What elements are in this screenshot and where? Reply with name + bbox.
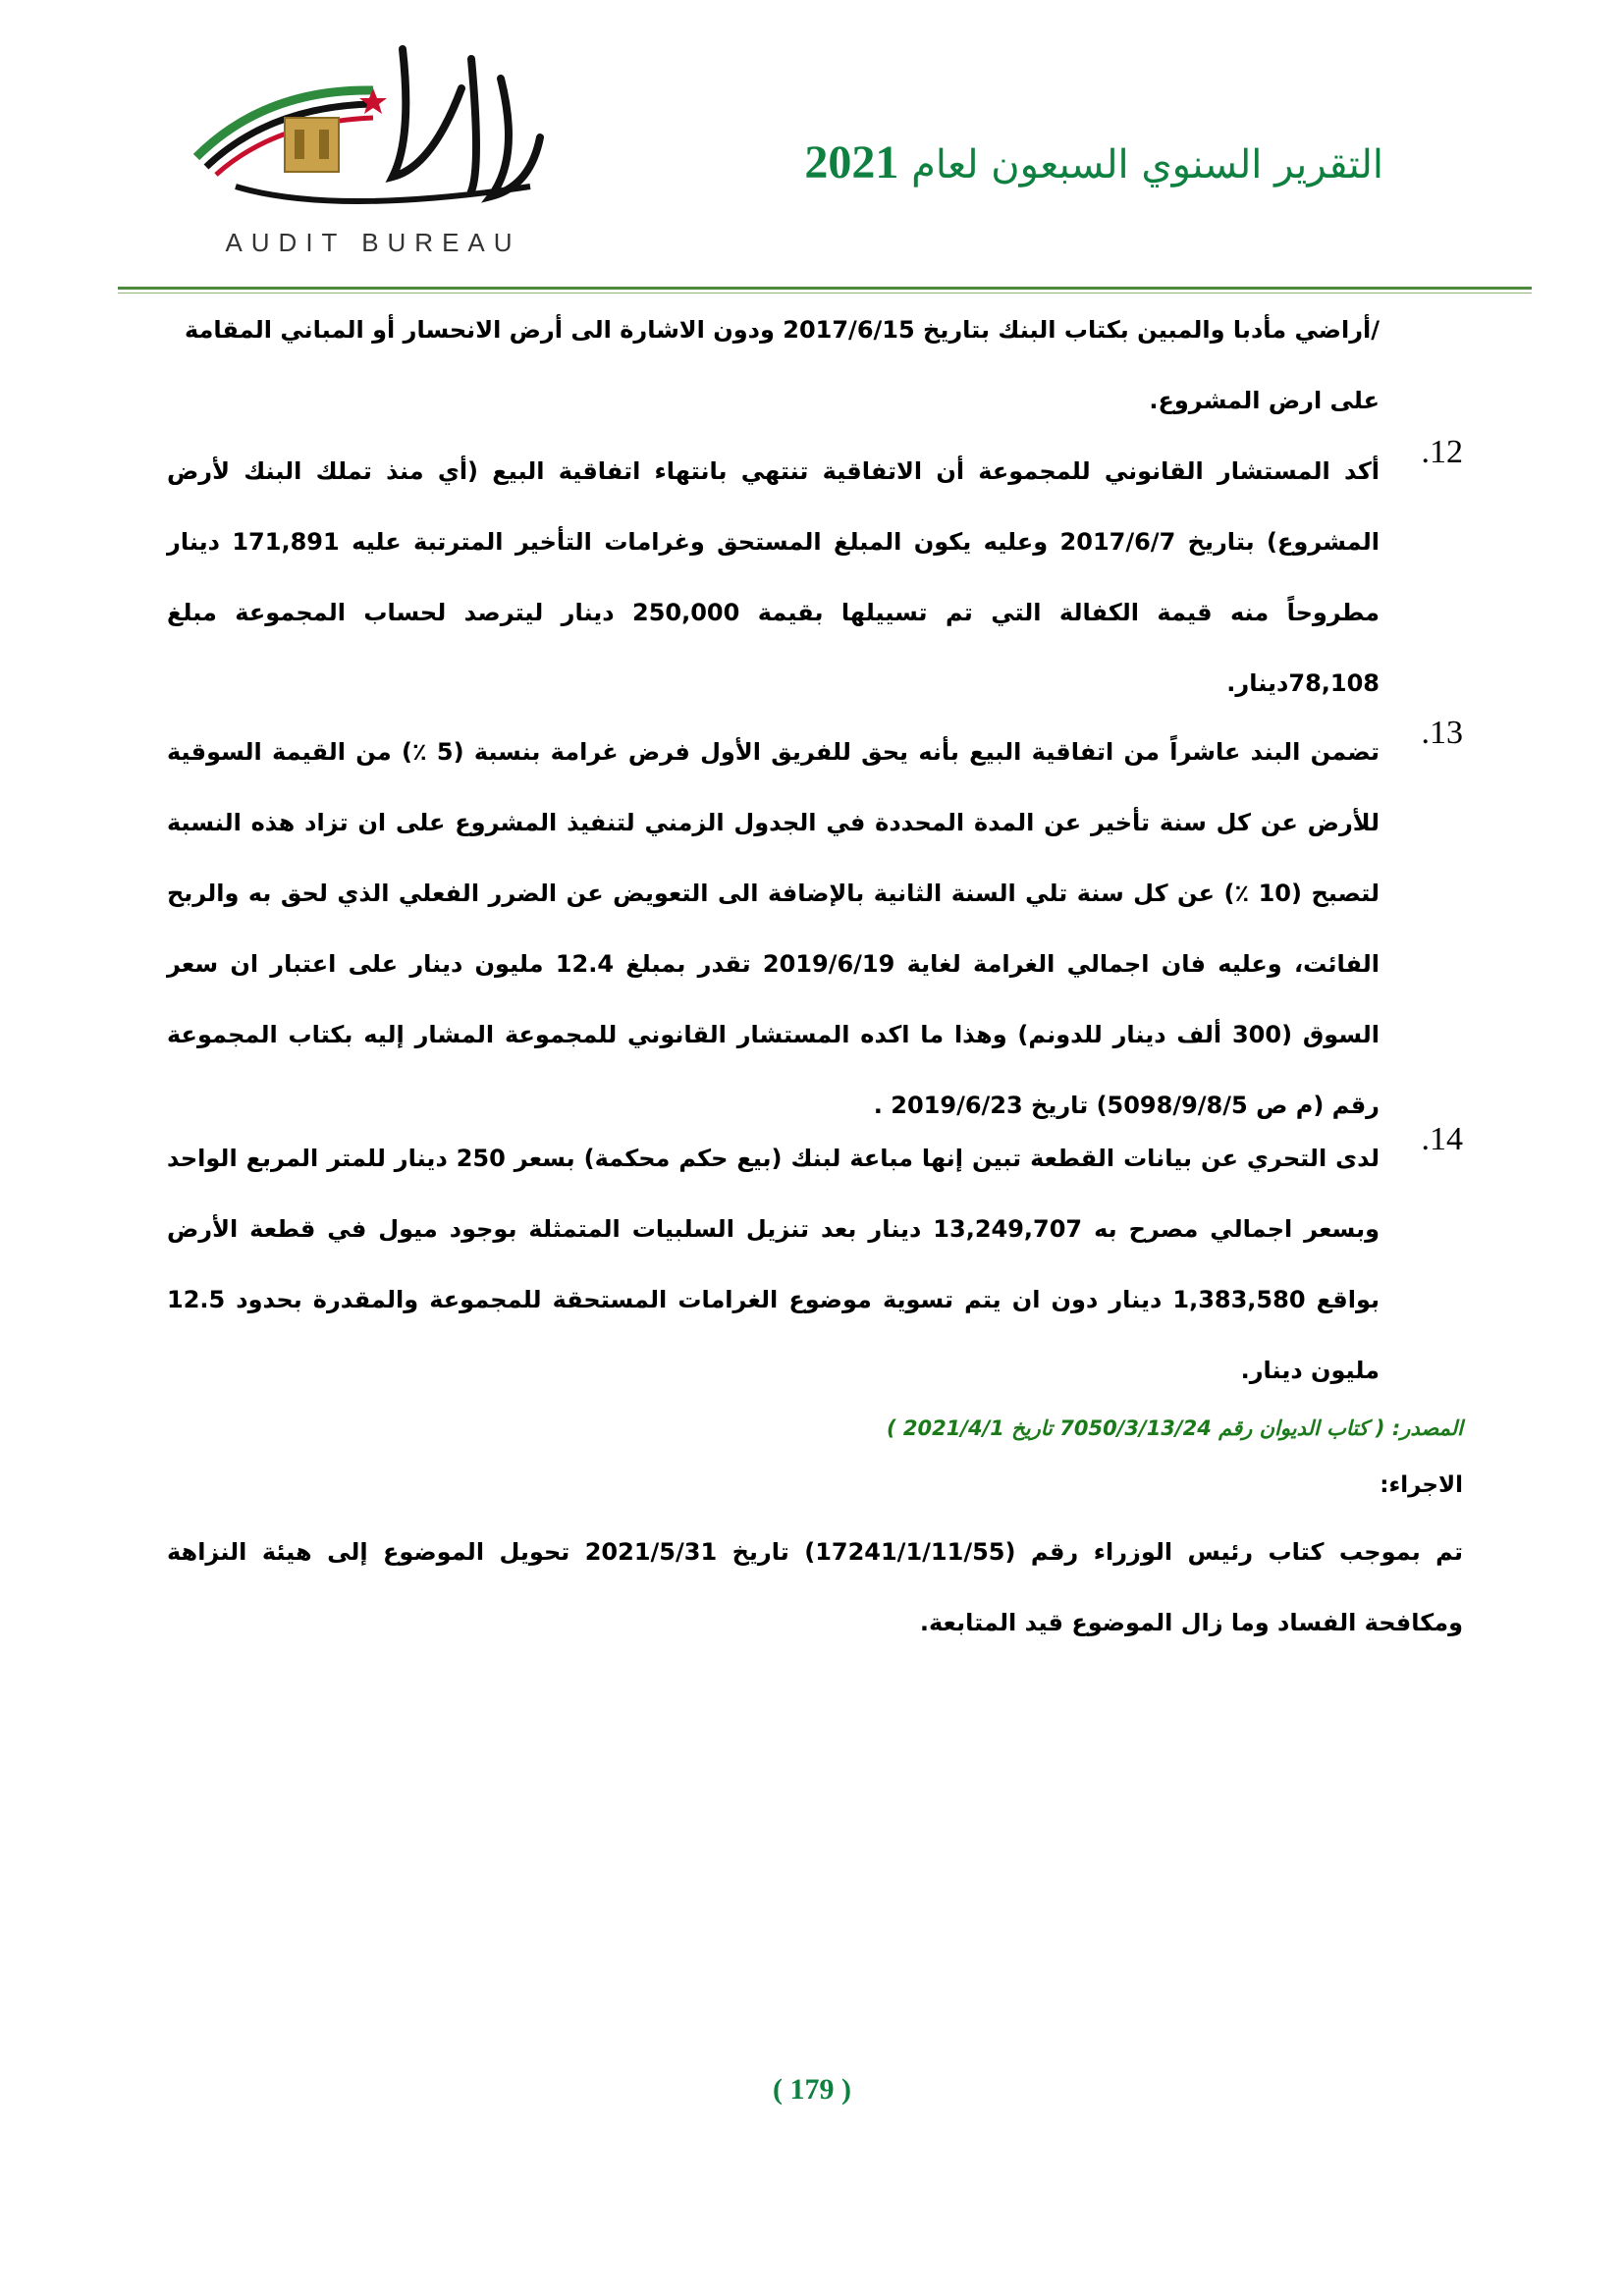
list-item xyxy=(167,717,1380,1141)
intro-line-2: على ارض المشروع. xyxy=(1149,387,1380,414)
audit-bureau-logo xyxy=(177,20,569,265)
source-reference: المصدر: ( كتاب الديوان رقم 7050/3/13/24 تاريخ 2021/4/1 ) xyxy=(886,1416,1463,1440)
item-number: .14 xyxy=(1421,1121,1463,1157)
report-title-year: 2021 xyxy=(804,136,899,188)
item-text: تضمن البند عاشراً من اتفاقية البيع بأنه يحق للفريق الأول فرض غرامة بنسبة (5 ٪) من القيمة السوقية للأرض عن كل سنة تأخير عن المدة المحددة في الجدول الزمني لتنفيذ المشروع على ان تزاد هذه النسبة لتصبح (10 ٪) عن كل سنة تلي السنة الثانية بالإضافة الى التعويض عن الضرر الفعلي الذي لحق به والربح الفائت، وعليه فان اجمالي الغرامة لغاية 2019/6/19 تقدر بمبلغ 12.4 مليون دينار على اعتبار ان سعر السوق (300 ألف دينار للدونم) وهذا ما اكده المستشار القانوني للمجموعة المشار إليه بكتاب المجموعة رقم (م ص 5098/9/8/5) تاريخ 2019/6/23 . xyxy=(167,738,1380,1119)
report-title-text: التقرير السنوي السبعون لعام xyxy=(911,142,1383,187)
report-title xyxy=(804,135,1383,189)
item-number: .13 xyxy=(1421,715,1463,751)
item-text: لدى التحري عن بيانات القطعة تبين إنها مباعة لبنك (بيع حكم محكمة) بسعر 250 دينار للمتر المربع الواحد وبسعر اجمالي مصرح به 13,249,707 دينار بعد تنزيل السلبيات المتمثلة بوجود ميول في قطعة الأرض بواقع 1,383,580 دينار دون ان يتم تسوية موضوع الغرامات المستحقة للمجموعة والمقدرة بحدود 12.5 مليون دينار. xyxy=(167,1145,1380,1384)
list-item xyxy=(167,436,1380,719)
page-number: ( 179 ) xyxy=(773,2073,851,2106)
action-paragraph xyxy=(167,1517,1463,1658)
page-header xyxy=(0,0,1624,294)
item-number: .12 xyxy=(1421,434,1463,470)
action-heading: الاجراء: xyxy=(1380,1472,1463,1498)
svg-text:ديوان المحاسبة: ديوان المحاسبة xyxy=(422,137,429,138)
intro-paragraph xyxy=(167,294,1380,436)
header-divider-thin xyxy=(118,293,1532,294)
header-divider xyxy=(118,287,1532,290)
intro-line-1: /أراضي مأدبا والمبين بكتاب البنك بتاريخ 2017/6/15 ودون الاشارة الى أرض الانحسار أو المباني المقامة xyxy=(184,316,1380,344)
logo-subtitle: AUDIT BUREAU xyxy=(225,228,521,257)
item-text: أكد المستشار القانوني للمجموعة أن الاتفاقية تنتهي بانتهاء اتفاقية البيع (أي منذ تملك البنك لأرض المشروع) بتاريخ 2017/6/7 وعليه يكون المبلغ المستحق وغرامات التأخير المترتبة عليه 171,891 دينار مطروحاً منه قيمة الكفالة التي تم تسييلها بقيمة 250,000 دينار ليترصد لحساب المجموعة مبلغ 78,108دينار. xyxy=(167,457,1380,697)
action-text: تم بموجب كتاب رئيس الوزراء رقم (17241/1/11/55) تاريخ 2021/5/31 تحويل الموضوع إلى هيئة النزاهة ومكافحة الفساد وما زال الموضوع قيد المتابعة. xyxy=(167,1538,1464,1636)
logo-emblem-icon xyxy=(177,20,569,226)
list-item xyxy=(167,1123,1380,1406)
